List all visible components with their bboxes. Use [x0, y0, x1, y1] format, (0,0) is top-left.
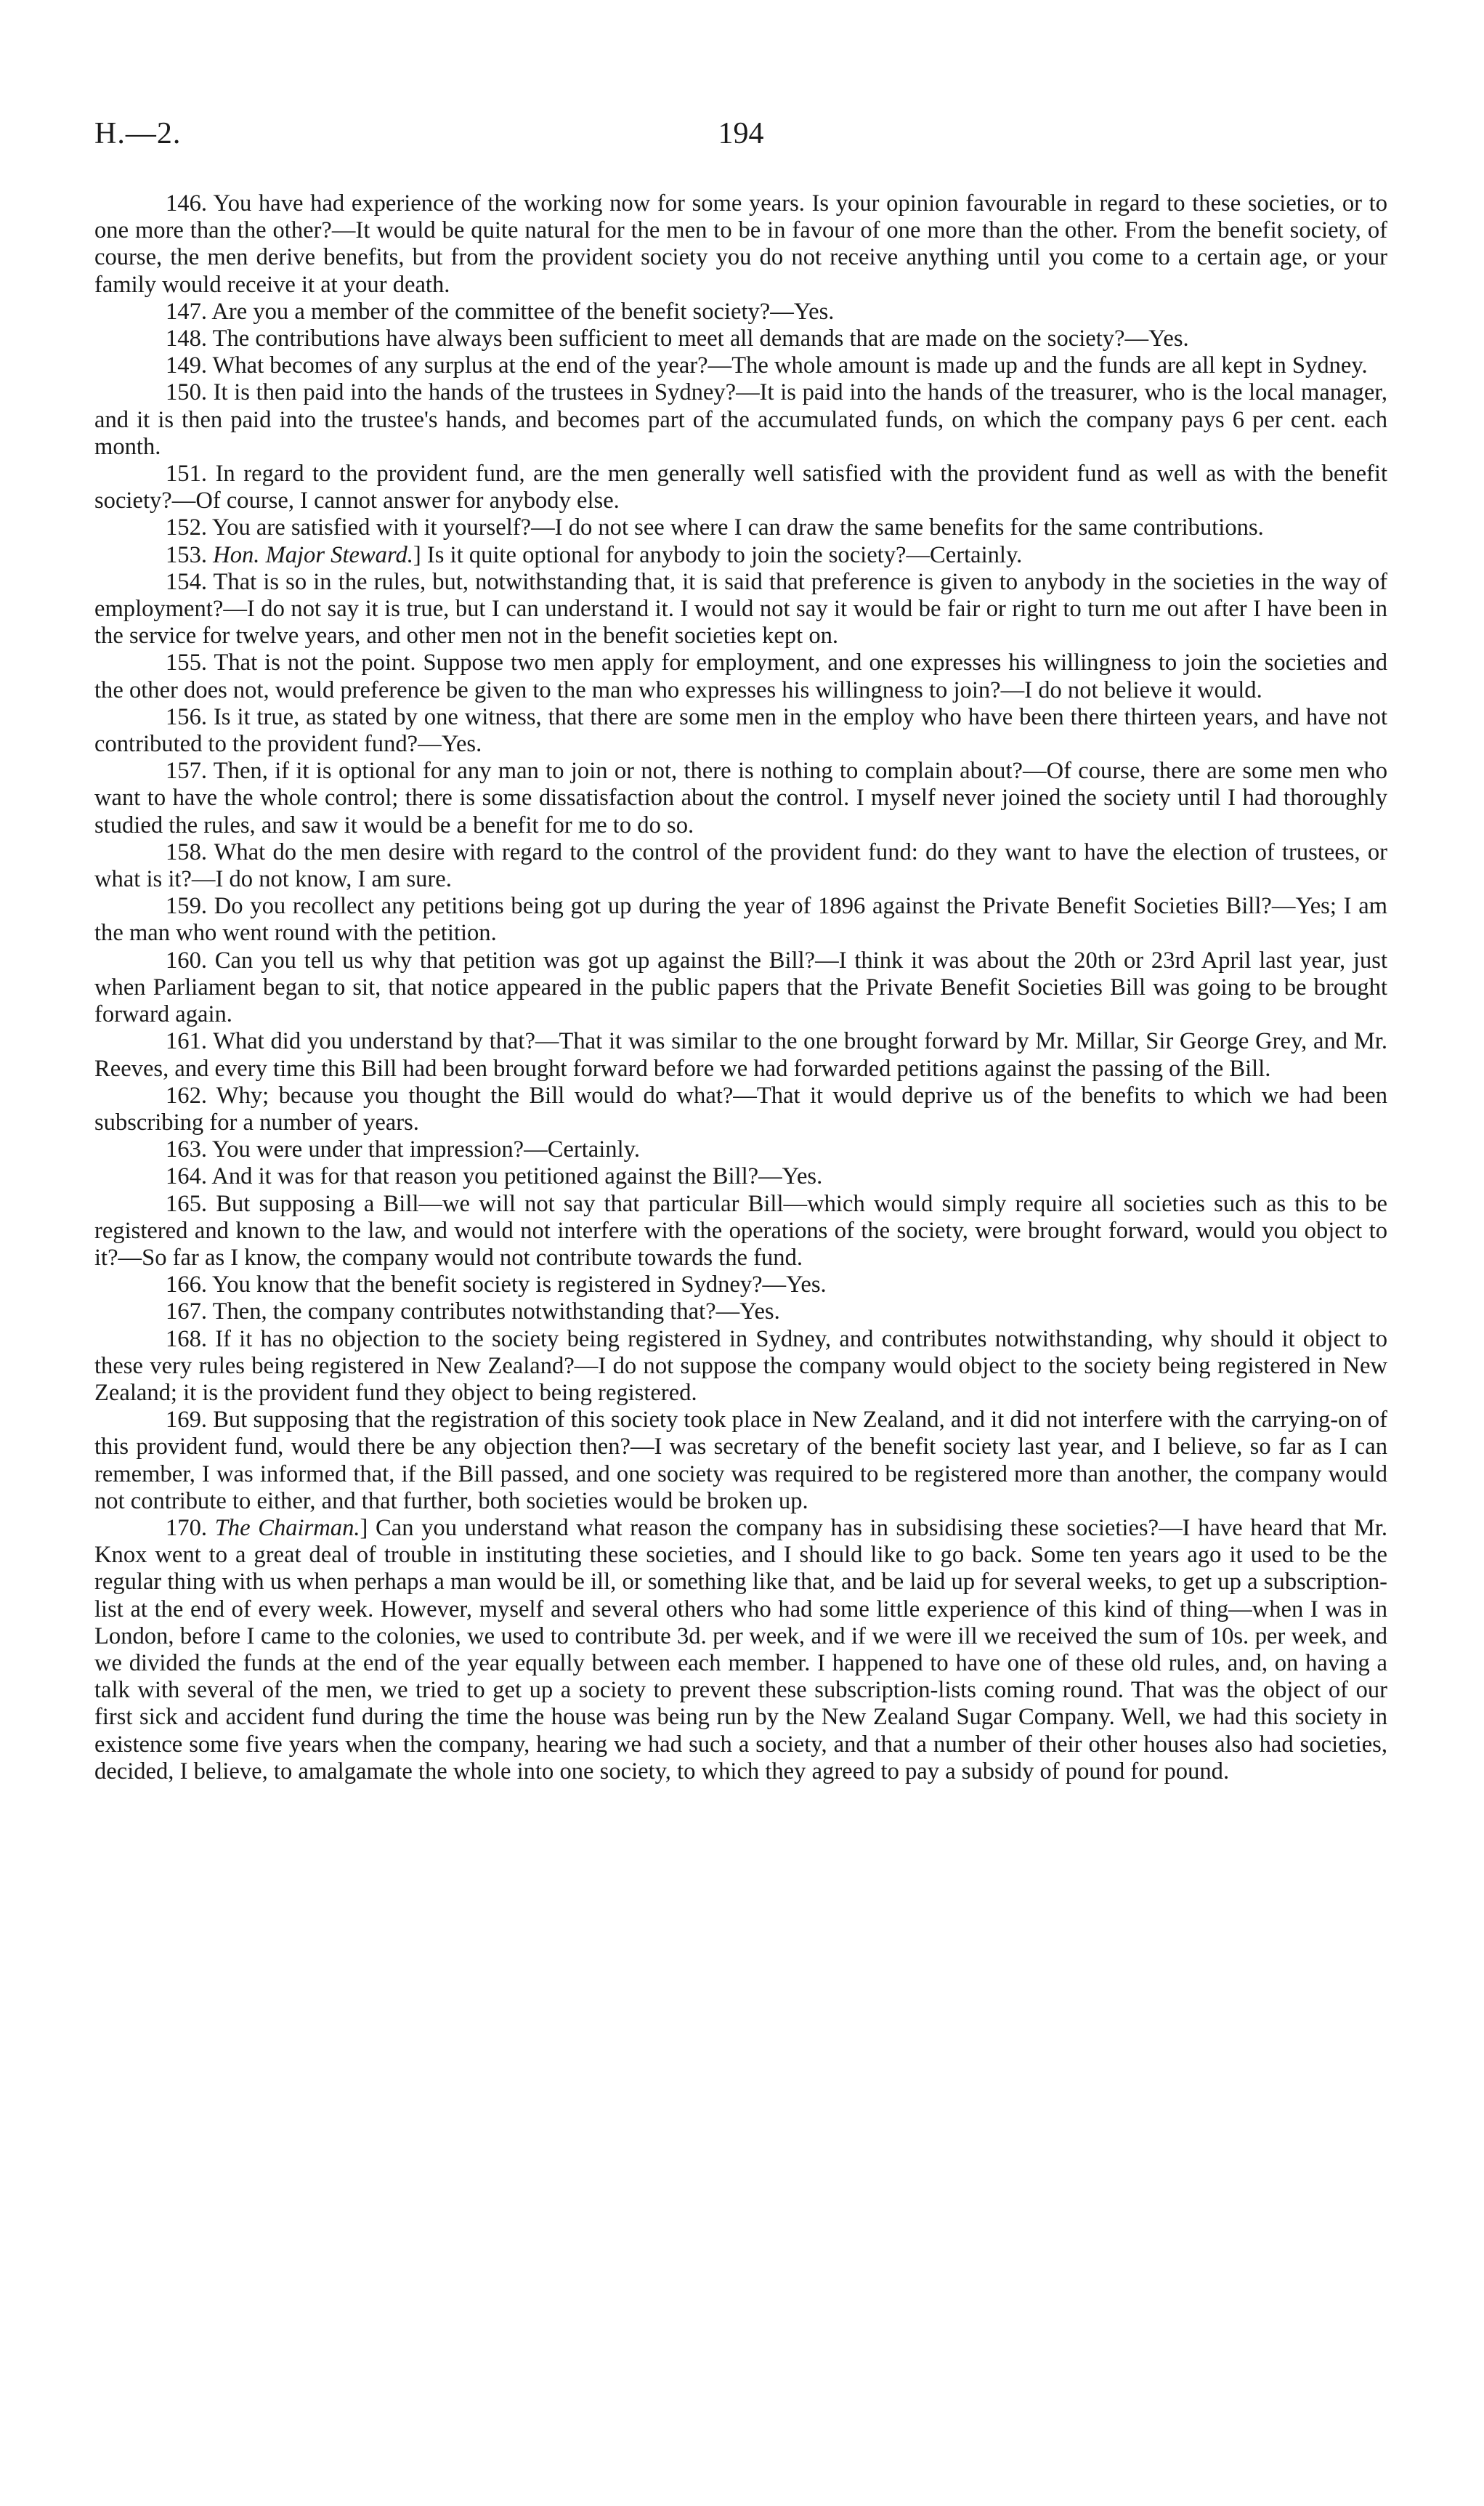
- question-153: 153. Hon. Major Steward.] Is it quite optional for anybody to join the society?—Certainly.: [166, 541, 1023, 568]
- question-154: 154. That is so in the rules, but, notwithstanding that, it is said that preference is given to anybody in the societies in the way of employment?—I do not say it is true, but I can understand it. I would not say it would be fair or right to turn me out after I have been in the service for twelve years, and other men not in the benefit societies kept on.: [94, 568, 1387, 650]
- document-reference: H.—2.: [94, 117, 182, 150]
- question-151: 151. In regard to the provident fund, are the men generally well satisfied with the provident fund as well as with the benefit society?—Of course, I cannot answer for anybody else.: [94, 461, 1387, 514]
- question-157: 157. Then, if it is optional for any man to join or not, there is nothing to complain about?—Of course, there are some men who want to have the whole control; there is some dissatisfaction about the control. I myself never joined the society until I had thoroughly studied the rules, and saw it would be a benefit for me to do so.: [94, 758, 1387, 838]
- question-155: 155. That is not the point. Suppose two men apply for employment, and one expresses his willingness to join the societies and the other does not, would preference be given to the man who expresses his willingness to join?—I do not believe it would.: [94, 650, 1387, 703]
- question-162: 162. Why; because you thought the Bill would do what?—That it would deprive us of the benefits to which we had been subscribing for a number of years.: [94, 1082, 1387, 1136]
- question-146: 146. You have had experience of the working now for some years. Is your opinion favourable in regard to these societies, or to one more than the other?—It would be quite natural for the men to be in favour of one more than the other. From the benefit society, of course, the men derive benefits, but from the provident society you do not receive anything until you come to a certain age, or your family would receive it at your death.: [94, 190, 1387, 298]
- speaker-name: The Chairman.: [214, 1514, 360, 1541]
- question-165: 165. But supposing a Bill—we will not say that particular Bill—which would simply require all societies such as this to be registered and known to the law, and would not interfere with the operations of the society, were brought forward, would you object to it?—So far as I know, the company would not contribute towards the fund.: [94, 1190, 1387, 1271]
- question-148: 148. The contributions have always been sufficient to meet all demands that are made on the society?—Yes.: [166, 326, 1189, 352]
- question-158: 158. What do the men desire with regard to the control of the provident fund: do they want to have the election of trustees, or what is it?—I do not know, I am sure.: [94, 838, 1387, 893]
- question-160: 160. Can you tell us why that petition was got up against the Bill?—I think it was about the 20th or 23rd April last year, just when Parliament began to sit, that notice appeared in the public papers that the Private Benefit Societies Bill was going to be brought forward again.: [94, 947, 1387, 1028]
- question-150: 150. It is then paid into the hands of the trustees in Sydney?—It is paid into the hands of the treasurer, who is the local manager, and it is then paid into the trustee's hands, and becomes part of the accumulated funds, on which the company pays 6 per cent. each month.: [94, 379, 1387, 460]
- question-159: 159. Do you recollect any petitions being got up during the year of 1896 against the Private Benefit Societies Bill?—Yes; I am the man who went round with the petition.: [94, 893, 1387, 947]
- question-156: 156. Is it true, as stated by one witness, that there are some men in the employ who have been there thirteen years, and have not contributed to the provident fund?—Yes.: [94, 703, 1387, 758]
- speaker-name: Hon. Major Steward.: [213, 541, 413, 568]
- question-147: 147. Are you a member of the committee of the benefit society?—Yes.: [166, 298, 835, 325]
- question-167: 167. Then, the company contributes notwithstanding that?—Yes.: [166, 1298, 780, 1325]
- question-166: 166. You know that the benefit society is registered in Sydney?—Yes.: [166, 1272, 827, 1298]
- question-149: 149. What becomes of any surplus at the end of the year?—The whole amount is made up and the funds are all kept in Sydney.: [166, 352, 1368, 379]
- page-header: [94, 116, 1387, 160]
- question-152: 152. You are satisfied with it yourself?—I do not see where I can draw the same benefits for the same contributions.: [166, 514, 1264, 541]
- page-number: 194: [718, 117, 764, 150]
- question-163: 163. You were under that impression?—Certainly.: [166, 1136, 640, 1163]
- testimony-body: [94, 190, 1387, 1785]
- question-164: 164. And it was for that reason you petitioned against the Bill?—Yes.: [166, 1163, 823, 1190]
- question-169: 169. But supposing that the registration of this society took place in New Zealand, and it did not interfere with the carrying-on of this provident fund, would there be any objection then?—I was secretary of the benefit society last year, and I believe, so far as I can remember, I was informed that, if the Bill passed, and one society was required to be registered more than another, the company would not contribute to either, and that further, both societies would be broken up.: [94, 1407, 1387, 1514]
- question-170: 170. The Chairman.] Can you understand what reason the company has in subsidising these societies?—I have heard that Mr. Knox went to a great deal of trouble in instituting these societies, and I should like to go back. Some ten years ago it used to be the regular thing with us when perhaps a man would be ill, or something like that, and be laid up for several weeks, to get up a subscription-list at the end of every week. However, myself and several others who had some little experience of this kind of thing—when I was in London, before I came to the colonies, we used to contribute 3d. per week, and if we were ill we received the sum of 10s. per week, and we divided the funds at the end of the year equally between each member. I happened to have one of these old rules, and, on having a talk with several of the men, we tried to get up a society to prevent these subscription-lists coming round. That was the object of our first sick and accident fund during the time the house was being run by the New Zealand Sugar Company. Well, we had this society in existence some five years when the company, hearing we had such a society, and that a number of their other houses also had societies, decided, I believe, to amalgamate the whole into one society, to which they agreed to pay a subsidy of pound for pound.: [94, 1514, 1387, 1784]
- question-168: 168. If it has no objection to the society being registered in Sydney, and contributes notwithstanding, why should it object to these very rules being registered in New Zealand?—I do not suppose the company would object to the society being registered in New Zealand; it is the provident fund they object to being registered.: [94, 1325, 1387, 1406]
- question-161: 161. What did you understand by that?—That it was similar to the one brought forward by Mr. Millar, Sir George Grey, and Mr. Reeves, and every time this Bill had been brought forward before we had forwarded petitions against the passing of the Bill.: [94, 1028, 1387, 1082]
